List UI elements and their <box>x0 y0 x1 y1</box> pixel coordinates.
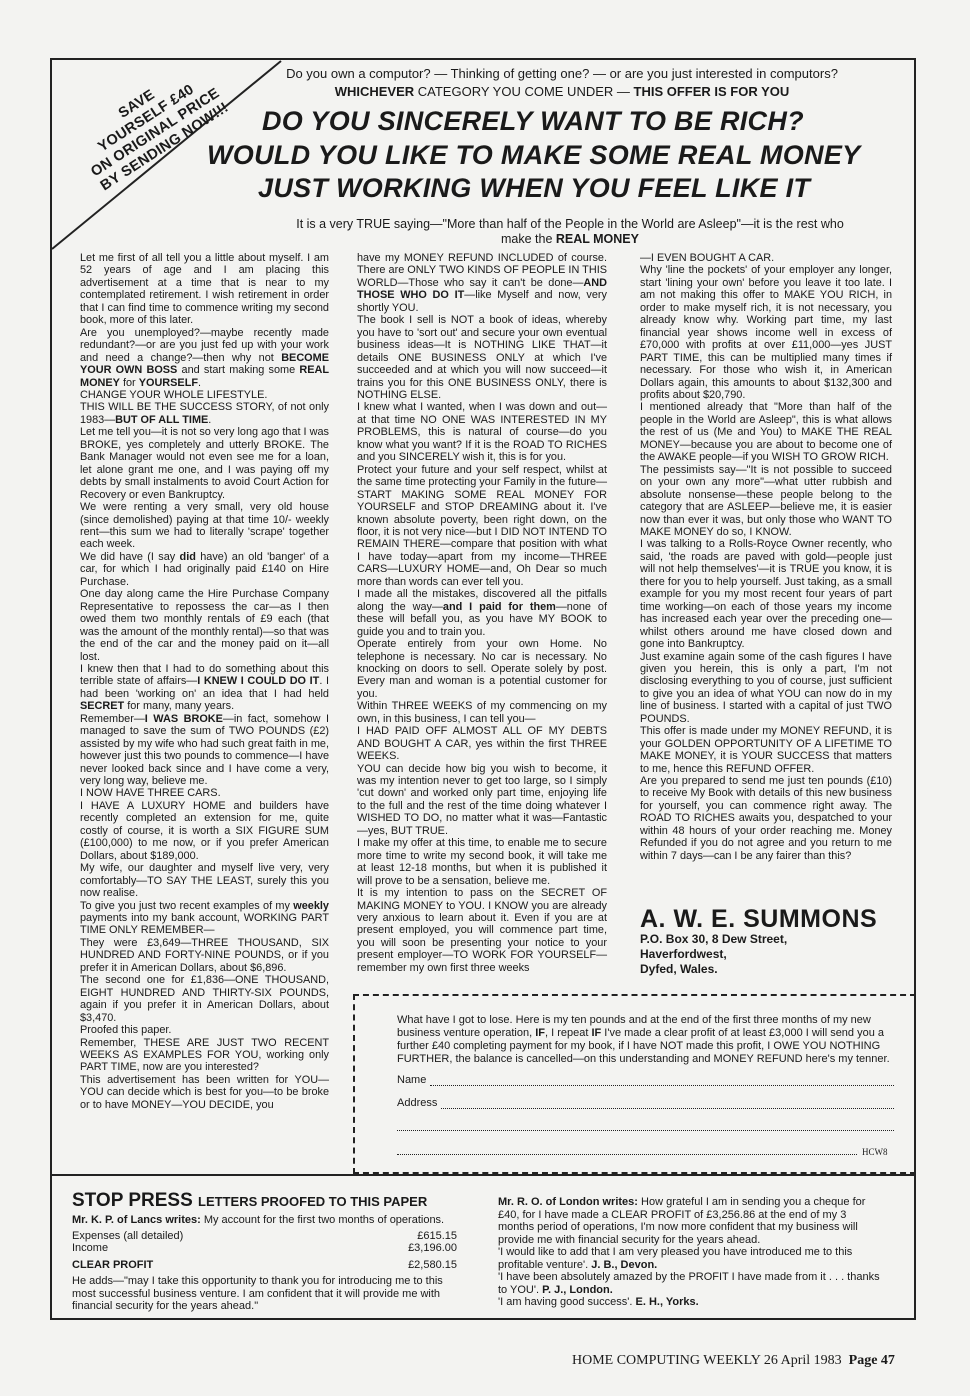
column-1 <box>80 252 329 1111</box>
header-question: Do you own a computor? — Thinking of getting one? — or are you just interested in computors? <box>286 66 838 81</box>
paragraph: The pessimists say—"It is not possible to succeed on your own any more"—what utter rubbish and absolute nonsense—these people belong to the category that are ASLEEP—believe me, it is easier now than ever it was, but only those who WANT TO MAKE MONEY do so, I KNOW. <box>640 463 892 538</box>
intro-text: It is a very TRUE saying—"More than half of the People in the World are Asleep"—it is the rest who make the REAL MONEY <box>296 217 844 246</box>
paragraph: Are you unemployed?—maybe recently made redundant?—or are you just fed up with your work and need a change?—then why not BECOME YOUR OWN BOSS and start making some REAL MONEY for YOURSELF. <box>80 326 330 389</box>
paragraph: YOU can decide how big you wish to become, it was my intention never to get too large, so I simply 'cut down' and worked only part time, enjoying life to the full and the rest of the time doing whatever I WISHED TO DO, no matter what it was—Fantastic—yes, BUT TRUE. <box>357 762 607 837</box>
name-label: Name <box>397 1074 427 1086</box>
paragraph: I was talking to a Rolls-Royce Owner recently, who said, 'the roads are paved with gold—people just will not help themselves'—it is TRUE you know, it is there for you to help yourself. Just taking, as a small example for you my most recent four years of part time working—on each of those years my income has increased each year over the preceding one—whilst others around me have closed down and gone into Bankruptcy. <box>640 538 892 651</box>
stop-press-letter-kp: Mr. K. P. of Lancs writes: My account for the first two months of operations. Expenses (all detailed) £615.15 Income £3,196.00 CLEAR PROFIT £2,580.15 He adds—"may I take this opportunity to thank you for introducing me to this most successful business venture. I am confident that it will provide me with financial security for the years ahead." <box>72 1214 457 1312</box>
paragraph: Remember, THESE ARE JUST TWO RECENT WEEKS AS EXAMPLES FOR YOU, working only PART TIME, now are you interested? <box>80 1036 329 1074</box>
coupon-code: HCW8 <box>862 1147 888 1157</box>
stop-press-title: STOP PRESS LETTERS PROOFED TO THIS PAPER <box>72 1190 428 1211</box>
paragraph: They were £3,649—THREE THOUSAND, SIX HUNDRED AND FORTY-NINE POUNDS, or if you prefer it in American Dollars, about $6,896. <box>80 936 329 974</box>
address-field-3[interactable] <box>397 1144 857 1155</box>
paragraph: I NOW HAVE THREE CARS. <box>80 787 221 800</box>
page-footer: HOME COMPUTING WEEKLY 26 April 1983 Page 47 <box>572 1353 895 1368</box>
address-line-2 <box>397 1120 894 1131</box>
paragraph: Proofed this paper. <box>80 1024 172 1037</box>
paragraph: My wife, our daughter and myself live very, very comfortably—TO SAY THE LEAST, surely this you now realise. <box>80 862 329 900</box>
advertiser-name: A. W. E. SUMMONS <box>640 905 878 933</box>
address-label: Address <box>397 1097 438 1109</box>
address-line-3 <box>397 1144 857 1155</box>
paragraph: Let me first of all tell you a little about myself. I am 52 years of age and I am placing this advertisement at a time that is near to my contemplated retirement. I wish retirement in order that I can find time to commence writing my second book, more of this later. <box>80 252 329 327</box>
headline-3: JUST WORKING WHEN YOU FEEL LIKE IT <box>258 173 811 203</box>
paragraph: Protect your future and your self respect, whilst at the same time protecting your Family in the future—START MAKING SOME REAL MONEY FOR YOURSELF and STOP DREAMING about it. I've known absolute poverty, been right down, on the floor, it is not very nice—but I DID NOT INTEND TO REMAIN THERE—compare that position with what I have today—apart from my income—THREE CARS—LUXURY HOME—and, Oh Dear so much more than words can ever tell you. <box>357 463 607 588</box>
paragraph: Remember—I WAS BROKE—in fact, somehow I managed to save the sum of TWO POUNDS (£2) assisted by my wife who had such great faith in me, however just this two pounds to commence—I have never looked back since and I have come a very, very long way, believe me. <box>80 712 329 788</box>
address-field-2[interactable] <box>397 1120 894 1131</box>
address-field[interactable] <box>397 1097 894 1109</box>
corner-banner: SAVE YOURSELF £40 ON ORIGINAL PRICE BY SENDING NOW!!! <box>88 81 232 195</box>
paragraph: I knew then that I had to do something about this terrible state of affairs—I KNEW I COULD DO IT. I had been 'working on' an idea that I had held SECRET for many, many years. <box>80 662 329 713</box>
paragraph: Are you prepared to send me just ten pounds (£10) to receive My Book with details of this new business for yourself, you can commence right away. The ROAD TO RICHES awaits you, despatched to your within 48 hours of your order reaching me. Money Refunded if you do not agree and you return to me within 7 days—can I be any fairer than this? <box>640 775 892 862</box>
header-offer-line: WHICHEVER CATEGORY YOU COME UNDER — THIS OFFER IS FOR YOU <box>334 84 790 99</box>
column-3 <box>640 252 892 862</box>
paragraph: Let me tell you—it is not so very long ago that I was BROKE, yes completely and utterly BROKE. The Bank Manager would not even see me for a loan, let alone grant me one, and I was paying off my debts by small instalments to avoid Court Action for Recovery or even Bankruptcy. <box>80 426 329 501</box>
paragraph: This offer is made under my MONEY REFUND, it is your GOLDEN OPPORTUNITY OF A LIFETIME TO MAKE MONEY, it is YOUR SUCCESS that matters to me, hence this REFUND OFFER. <box>640 725 892 775</box>
paragraph: It is my intention to pass on the SECRET OF MAKING MONEY to YOU. I KNOW you are already very anxious to learn about it. Even if you are at present employed, you will commence part time, you will soon be presenting your notice to your present employer—TO WORK FOR YOURSELF—remember my own first three weeks <box>357 887 607 974</box>
paragraph: I HAD PAID OFF ALMOST ALL OF MY DEBTS AND BOUGHT A CAR, yes within the first THREE WEEKS. <box>357 725 607 763</box>
paragraph: Why 'line the pockets' of your employer any longer, start 'lining your own' before you leave it too late. I am not making this offer to MAKE YOU RICH, in order to make myself rich, it is not necessary, you already know why. Working part time, my last financial year shows income well in excess of £70,000 with profits at over £11,000—yes JUST PART TIME, this can be multiplied many times if necessary. For those who wish it, in American Dollars again, this amounts to about $132,300 and profits about $20,790. <box>640 264 892 401</box>
column-2 <box>357 252 607 974</box>
stop-press-letters-right: Mr. R. O. of London writes: How grateful I am in sending you a cheque for £40, for I have made a CLEAR PROFIT of £3,256.86 at the end of my 3 months period of operations, I'm now more confident that my business will provide me with financial security for the years ahead. 'I would like to add that I am very pleased you have introduced me to this profitable venture'. J. B., Devon. 'I have been absolutely amazed by the PROFIT I have made from it . . . thanks to YOU'. P. J., London. 'I am having good success'. E. H., Yorks. <box>498 1196 880 1308</box>
paragraph: CHANGE YOUR WHOLE LIFESTYLE. <box>80 388 268 401</box>
paragraph: —I EVEN BOUGHT A CAR. <box>640 252 775 264</box>
name-field[interactable] <box>397 1074 894 1086</box>
name-line <box>430 1075 894 1086</box>
advertiser-address: P.O. Box 30, 8 Dew Street, Haverfordwest, Dyfed, Wales. <box>640 932 788 976</box>
paragraph: have my MONEY REFUND INCLUDED of course. There are ONLY TWO KINDS OF PEOPLE IN THIS WORLD—Those who say it can't be done—AND THOSE WHO DO IT—like Myself and now, very shortly YOU. <box>357 252 607 314</box>
paragraph: The second one for £1,836—ONE THOUSAND, EIGHT HUNDRED AND THIRTY-SIX POUNDS, again if you prefer it in American Dollars, about $3,470. <box>80 974 329 1024</box>
paragraph: THIS WILL BE THE SUCCESS STORY, of not only 1983—BUT OF ALL TIME. <box>80 401 329 426</box>
headline-1: DO YOU SINCERELY WANT TO BE RICH? <box>262 106 804 136</box>
address-line-1 <box>441 1098 894 1109</box>
paragraph: Operate entirely from your own Home. No telephone is necessary. No car is necessary. No knocking on doors to sell. Operate solely by post. Every man and woman is a potential customer for you. <box>357 638 607 700</box>
paragraph: Just examine again some of the cash figures I have given you herein, this is only a part, I'm not disclosing everything to you of course, just sufficient to give you an idea of what YOU can now do in my line of business. I started with a capital of just TWO POUNDS. <box>640 650 892 725</box>
paragraph: The book I sell is NOT a book of ideas, whereby you have to 'sort out' and secure your own eventual business ideas—It is NOTHING LIKE THAT—it details ONE BUSINESS ONLY at which I've succeeded and at which you will now succeed—it trains you for this ONE BUSINESS ONLY, there is NOTHING ELSE. <box>357 314 607 401</box>
paragraph: I mentioned already that "More than half of the people in the World are Asleep", this is what allows the rest of us (Me and You) to MAKE THE REAL MONEY—because you are about to become one of the AWAKE people—if you WISH TO GROW RICH. <box>640 401 892 464</box>
paragraph: We did have (I say did have) an old 'banger' of a car, for which I had originally paid £140 on Hire Purchase. <box>80 550 329 588</box>
stop-press-divider <box>50 1174 916 1176</box>
paragraph: This advertisement has been written for YOU—YOU can decide which is best for you—to be broke or to have MONEY—YOU DECIDE, you <box>80 1073 329 1111</box>
paragraph: I make my offer at this time, to enable me to secure more time to write my second book, it will take me at least 12-18 months, but when it is published it will prove to be a sensation, believe me. <box>357 837 607 887</box>
paragraph: To give you just two recent examples of my weekly payments into my bank account, WORKING PART TIME ONLY REMEMBER— <box>80 899 329 937</box>
paragraph: I knew what I wanted, when I was down and out—at that time NO ONE WAS INTERESTED IN MY PROBLEMS, this is natural of course—do you know what you want? If it is the ROAD TO RICHES and you SINCERELY wish it, this is for you. <box>357 401 607 464</box>
coupon-text: What have I got to lose. Here is my ten pounds and at the end of the first three months of my new business venture operation, IF, I repeat IF I've made a clear profit of at least £3,000 I will send you a further £40 completing payment for my book, if I have NOT made this profit, I OWE YOU NOTHING FURTHER, the balance is cancelled—on this understanding and MONEY REFUND here's my tenner. <box>397 1014 890 1065</box>
paragraph: Within THREE WEEKS of my commencing on my own, in this business, I can tell you— <box>357 700 607 725</box>
paragraph: One day along came the Hire Purchase Company Representative to repossess the car—as I then owed them two monthly rentals of £9 each (that was the amount of the monthly rental)—so that was the end of the car and the money paid on it—all lost. <box>80 588 329 663</box>
paragraph: I made all the mistakes, discovered all the pitfalls along the way—and I paid for them—none of these will befall you, as you have MY BOOK to guide you and to train you. <box>357 588 607 638</box>
paragraph: We were renting a very small, very old house (since demolished) paying at that time 10/- weekly rent—this sum we had to literally 'scrape' together each week. <box>80 501 329 551</box>
paragraph: I HAVE A LUXURY HOME and builders have recently completed an extension for me, quite costly of course, it is worth a SIX FIGURE SUM (£100,000) to me now, or if you prefer American Dollars, about $189,000. <box>80 799 329 862</box>
headline-2: WOULD YOU LIKE TO MAKE SOME REAL MONEY <box>207 140 861 170</box>
